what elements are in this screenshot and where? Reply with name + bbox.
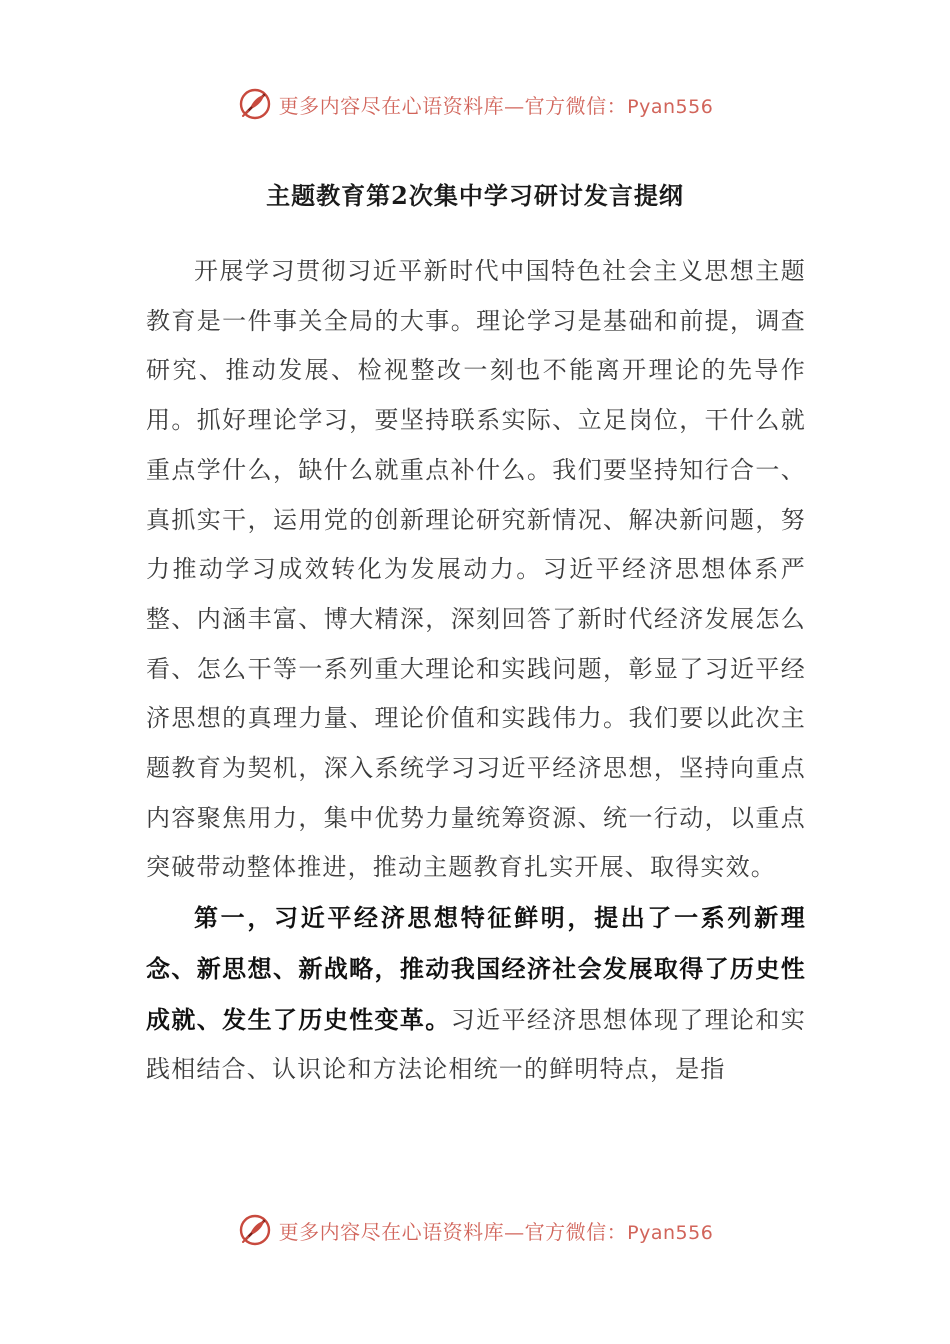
banner-text: 更多内容尽在心语资料库—官方微信：Pyan556 (278, 93, 714, 118)
header-watermark-banner (0, 80, 950, 128)
footer-watermark-banner (0, 1206, 950, 1254)
point-one-heading: 第一，习近平经济思想特征鲜明，提出了一系列新理念、新思想、新战略，推动我国经济社会发展取得了历史性成就、发生了历史性变革。 (146, 903, 806, 1034)
wechat-id: Pyan556 (627, 95, 714, 118)
paragraph-intro: 开展学习贯彻习近平新时代中国特色社会主义思想主题教育是一件事关全局的大事。理论学习是基础和前提，调查研究、推动发展、检视整改一刻也不能离开理论的先导作用。抓好理论学习，要坚持联系实际、立足岗位，干什么就重点学什么，缺什么就重点补什么。我们要坚持知行合一、真抓实干，运用党的创新理论研究新情况、解决新问题，努力推动学习成效转化为发展动力。习近平经济思想体系严整、内涵丰富、博大精深，深刻回答了新时代经济发展怎么看、怎么干等一系列重大理论和实践问题，彰显了习近平经济思想的真理力量、理论价值和实践伟力。我们要以此次主题教育为契机，深入系统学习习近平经济思想，坚持向重点内容聚焦用力，集中优势力量统筹资源、统一行动，以重点突破带动整体推进，推动主题教育扎实开展、取得实效。 (146, 257, 806, 882)
document-title: 主题教育第2次集中学习研讨发言提纲 (266, 181, 684, 210)
quill-pen-circle-icon (237, 1212, 273, 1248)
point-one-text: 习近平经济思想体现了理论和实践相结合、认识论和方法论相统一的鲜明特点，是指 (146, 1005, 806, 1084)
paragraph-point-one (146, 893, 806, 1095)
quill-pen-circle-icon (237, 86, 273, 122)
document-body (146, 247, 806, 1095)
wechat-id: Pyan556 (627, 1221, 714, 1244)
banner-text: 更多内容尽在心语资料库—官方微信：Pyan556 (278, 1219, 714, 1244)
